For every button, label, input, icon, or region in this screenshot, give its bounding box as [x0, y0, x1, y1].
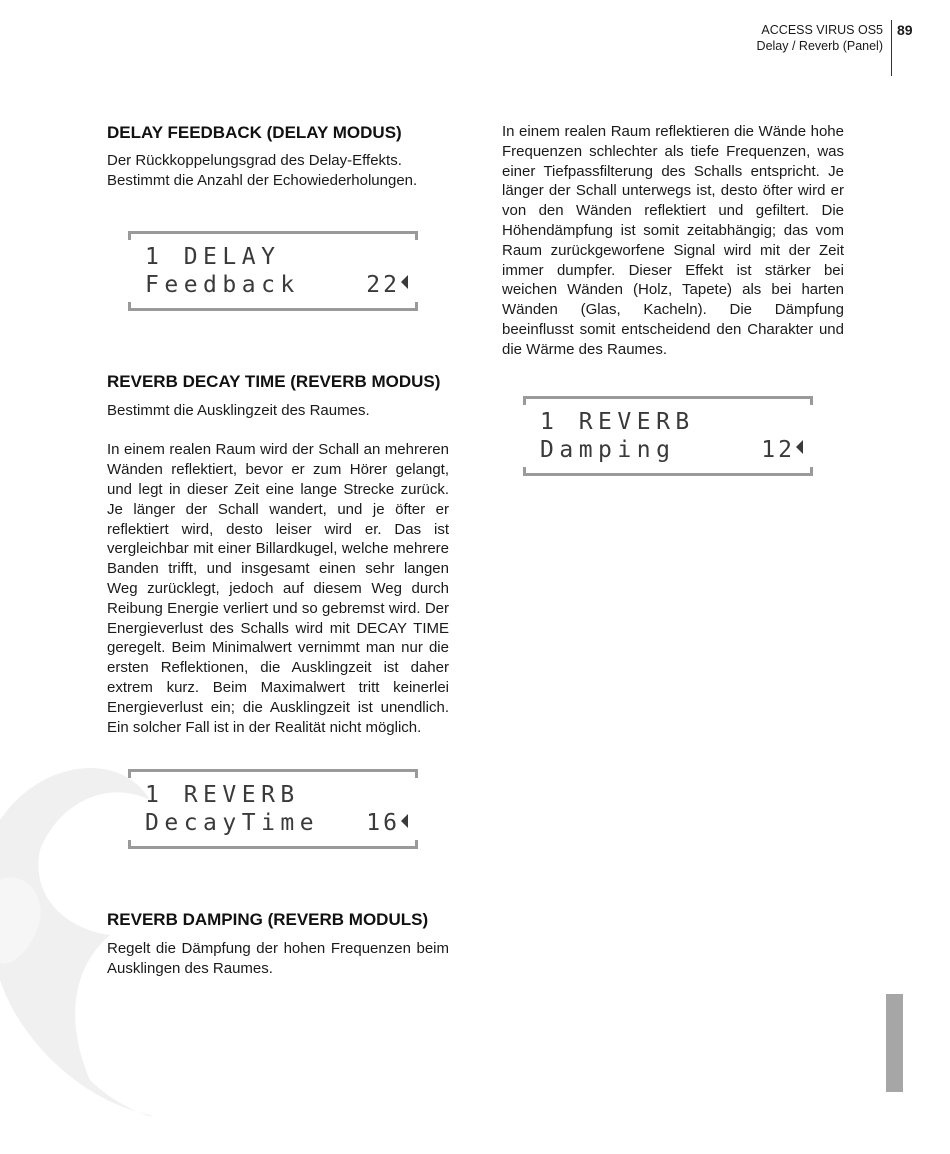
lcd-frame-bottom [128, 840, 418, 849]
lcd-line-1: 1 DELAY [145, 243, 281, 270]
chapter-tab-marker [886, 994, 903, 1092]
reverb-decay-intro: Bestimmt die Ausklingzeit des Raumes. [107, 401, 370, 419]
lcd-frame-bottom [523, 467, 813, 476]
reverb-damping-text: Regelt die Dämpfung der hohen Frequenzen beim Ausklingen des Raumes. [107, 940, 449, 978]
lcd-delay-feedback [128, 231, 418, 311]
lcd-param-name: DecayTime [145, 810, 320, 837]
value-arrow-icon [401, 814, 408, 828]
lcd-reverb-decay [128, 769, 418, 849]
section-title: Delay / Reverb (Panel) [756, 39, 883, 53]
delay-feedback-text: Der Rückkoppelungsgrad des Delay-Effekts. Bestimmt die Anzahl der Echowiederholungen. [107, 152, 418, 189]
lcd-param-name: Feedback [145, 271, 300, 298]
lcd-frame-bottom [128, 302, 418, 311]
lcd-frame-top [128, 231, 418, 240]
reverb-decay-heading: REVERB DECAY TIME (REVERB MODUS) [107, 371, 441, 391]
header-divider [891, 20, 892, 76]
lcd-line-1: 1 REVERB [145, 782, 300, 809]
page-number: 89 [897, 22, 913, 38]
lcd-frame-top [523, 396, 813, 405]
value-arrow-icon [401, 275, 408, 289]
lcd-value [366, 272, 408, 298]
reverb-damping-continuation: In einem realen Raum reflektieren die Wände hohe Frequenzen schlechter als tiefe Frequenzen, was einer Tiefpassfilterung des Schalls entspricht. Je länger der Schall unterwegs ist, desto öfter wird er von den Wänden reflektiert und gefiltert. Die Höhendämpfung ist somit zeitabhängig; das vom Raum zurückgeworfene Signal wird mit der Zeit immer dumpfer. Dieser Effekt ist stärker bei weichen Wänden (Holz, Tapete) als bei harten Wänden (Glas, Kacheln). Die Dämpfung beeinflusst somit entscheidend den Charakter und die Wärme des Raumes. [502, 123, 844, 358]
lcd-value-number: 22 [366, 271, 400, 298]
running-header [757, 22, 883, 54]
lcd-value-number: 12 [761, 436, 795, 463]
lcd-value [761, 437, 803, 463]
lcd-value [366, 810, 408, 836]
lcd-reverb-damping [523, 396, 813, 476]
reverb-damping-heading: REVERB DAMPING (REVERB MODULS) [107, 910, 429, 930]
lcd-param-name: Damping [540, 436, 676, 463]
reverb-decay-text: In einem realen Raum wird der Schall an mehreren Wänden reflektiert, bevor er zum Hörer gelangt, und legt in dieser Zeit eine lange Strecke zurück. Je länger der Schall wandert, und je öfter er reflektiert wird, desto leiser wird er. Das ist vergleichbar mit einer Billardkugel, welche mehrere Banden trifft, und insgesamt einen sehr langen Weg zurücklegt, jedoch auf diesem Weg durch Reibung Energie verliert und so gebremst wird. Der Energieverlust des Schalls wird mit DECAY TIME geregelt. Beim Minimalwert vernimmt man nur die ersten Reflektionen, die Ausklingzeit ist daher extrem kurz. Beim Maximalwert tritt keinerlei Energieverlust ein; die Ausklingzeit ist unendlich. Ein solcher Fall ist in der Realität nicht möglich. [107, 441, 449, 736]
left-column [107, 122, 449, 979]
right-column [502, 122, 844, 476]
lcd-value-number: 16 [366, 810, 400, 837]
value-arrow-icon [796, 440, 803, 454]
lcd-line-1: 1 REVERB [540, 408, 695, 435]
lcd-frame-top [128, 769, 418, 778]
manual-title: ACCESS VIRUS OS5 [761, 23, 883, 37]
delay-feedback-heading: DELAY FEEDBACK (DELAY MODUS) [107, 123, 402, 142]
